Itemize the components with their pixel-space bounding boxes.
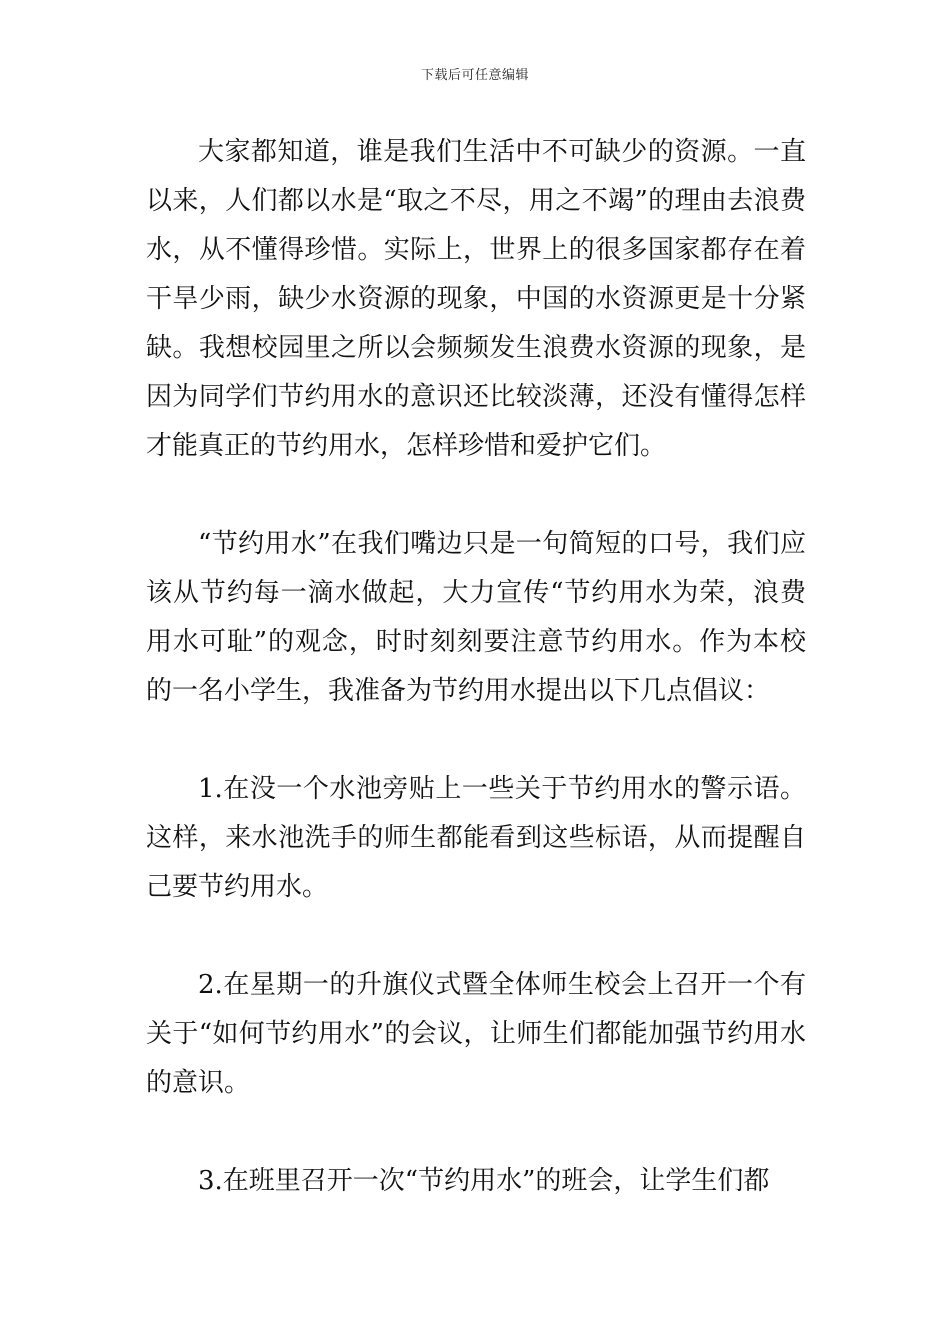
paragraph-proposal-3: 3.在班里召开一次“节约用水”的班会，让学生们都 bbox=[198, 1166, 770, 1196]
document-body bbox=[146, 128, 806, 1255]
paragraph-proposal-2: 2.在星期一的升旗仪式暨全体师生校会上召开一个有关于“如何节约用水”的会议，让师生们都能加强节约用水的意识。 bbox=[146, 970, 806, 1098]
paragraph-proposal-1: 1.在没一个水池旁贴上一些关于节约用水的警示语。这样，来水池洗手的师生都能看到这些标语，从而提醒自己要节约用水。 bbox=[146, 774, 806, 902]
paragraph-slogan: “节约用水”在我们嘴边只是一句简短的口号，我们应该从节约每一滴水做起，大力宣传“节约用水为荣，浪费用水可耻”的观念，时时刻刻要注意节约用水。作为本校的一名小学生，我准备为节约用水提出以下几点倡议： bbox=[146, 529, 806, 706]
page-header: 下载后可任意编辑 bbox=[420, 68, 529, 83]
paragraph-intro: 大家都知道，谁是我们生活中不可缺少的资源。一直以来，人们都以水是“取之不尽，用之不竭”的理由去浪费水，从不懂得珍惜。实际上，世界上的很多国家都存在着干旱少雨，缺少水资源的现象，中国的水资源更是十分紧缺。我想校园里之所以会频频发生浪费水资源的现象，是因为同学们节约用水的意识还比较淡薄，还没有懂得怎样才能真正的节约用水，怎样珍惜和爱护它们。 bbox=[146, 137, 806, 461]
